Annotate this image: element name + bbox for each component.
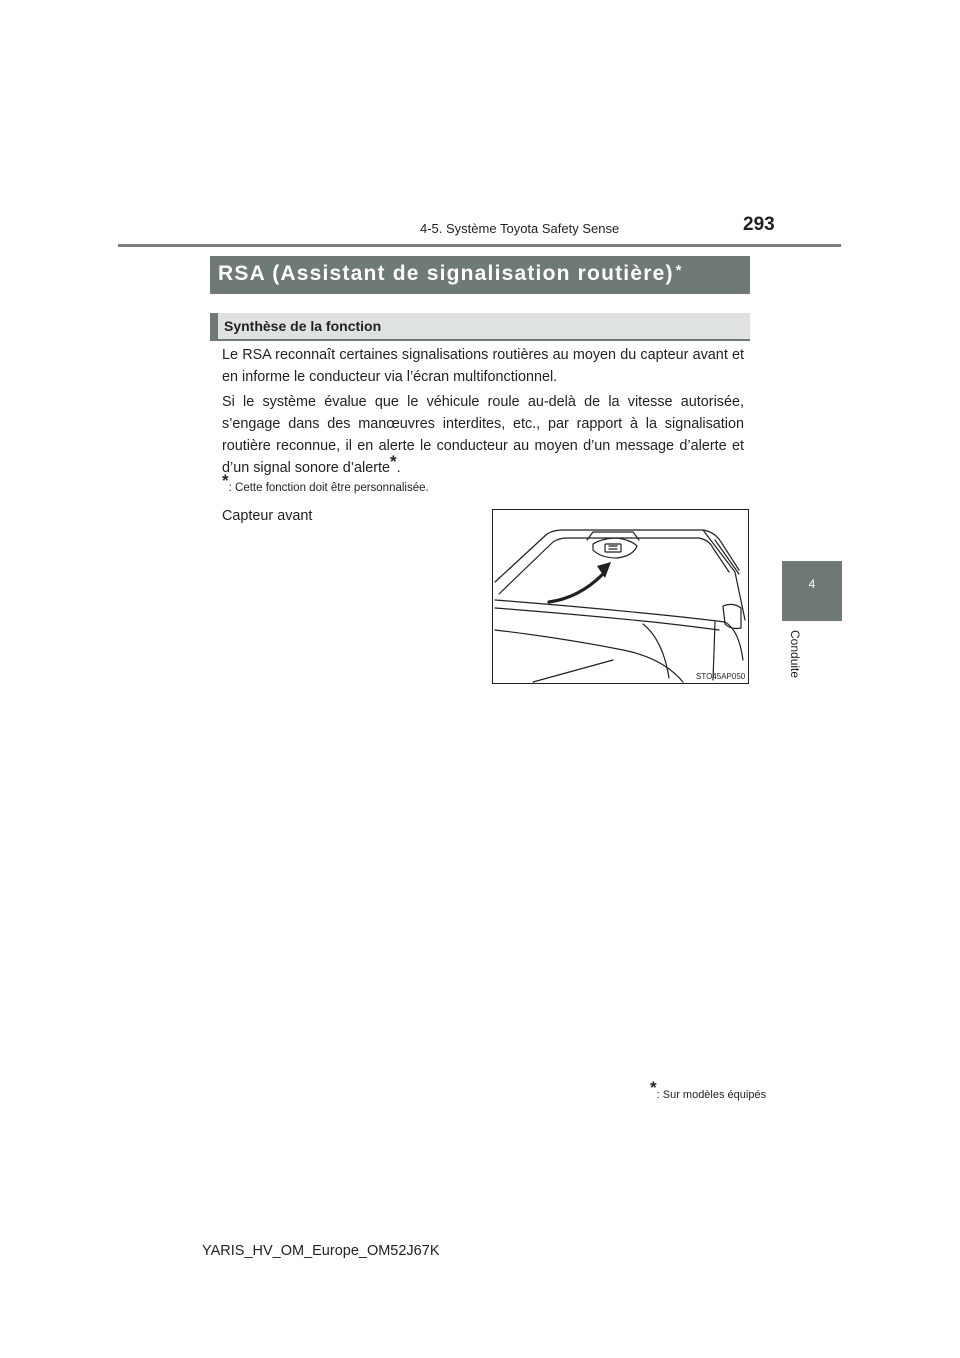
footnote-customization	[222, 471, 429, 494]
subsection-title: Synthèse de la fonction	[224, 318, 382, 334]
page-title	[218, 262, 683, 286]
subsection-accent	[210, 313, 218, 341]
footnote-equipped-models	[650, 1078, 767, 1101]
windshield-sensor-drawing	[493, 510, 748, 683]
paragraph-2	[222, 391, 744, 479]
chapter-label: Conduite	[788, 630, 802, 679]
asterisk-marker: *	[390, 452, 397, 471]
footnote-text: : Sur modèles équipés	[656, 1089, 767, 1101]
section-label: 4-5. Système Toyota Safety Sense	[420, 221, 620, 236]
header-rule	[118, 244, 841, 247]
windshield-sensor-illustration	[492, 509, 749, 684]
illustration-caption: Capteur avant	[222, 508, 313, 524]
chapter-number: 4	[808, 577, 816, 591]
footnote-text: : Cette fonction doit être personnalisée.	[228, 482, 429, 494]
chapter-tab	[782, 561, 842, 621]
page-number: 293	[743, 214, 775, 235]
paragraph-1: Le RSA reconnaît certaines signalisations routières au moyen du capteur avant et en informe le conducteur via l’écran multifonctionnel.	[222, 347, 744, 385]
asterisk-marker: *	[650, 1078, 657, 1097]
asterisk-marker: *	[675, 262, 683, 279]
paragraph-2-text: Si le système évalue que le véhicule roule au-delà de la vitesse autorisée, s’engage dans des manœuvres interdites, etc., par rapport à la signalisation routière reconnue, il en alerte le conducteur au moyen d’un message d’alerte et d’un signal sonore d’alerte	[222, 394, 744, 476]
document-id: YARIS_HV_OM_Europe_OM52J67K	[202, 1243, 440, 1259]
paragraph-2-end: .	[396, 460, 401, 476]
asterisk-marker: *	[222, 471, 229, 490]
illustration-code: STO45AP050	[696, 672, 746, 681]
page-title-text: RSA (Assistant de signalisation routière)	[218, 262, 674, 285]
